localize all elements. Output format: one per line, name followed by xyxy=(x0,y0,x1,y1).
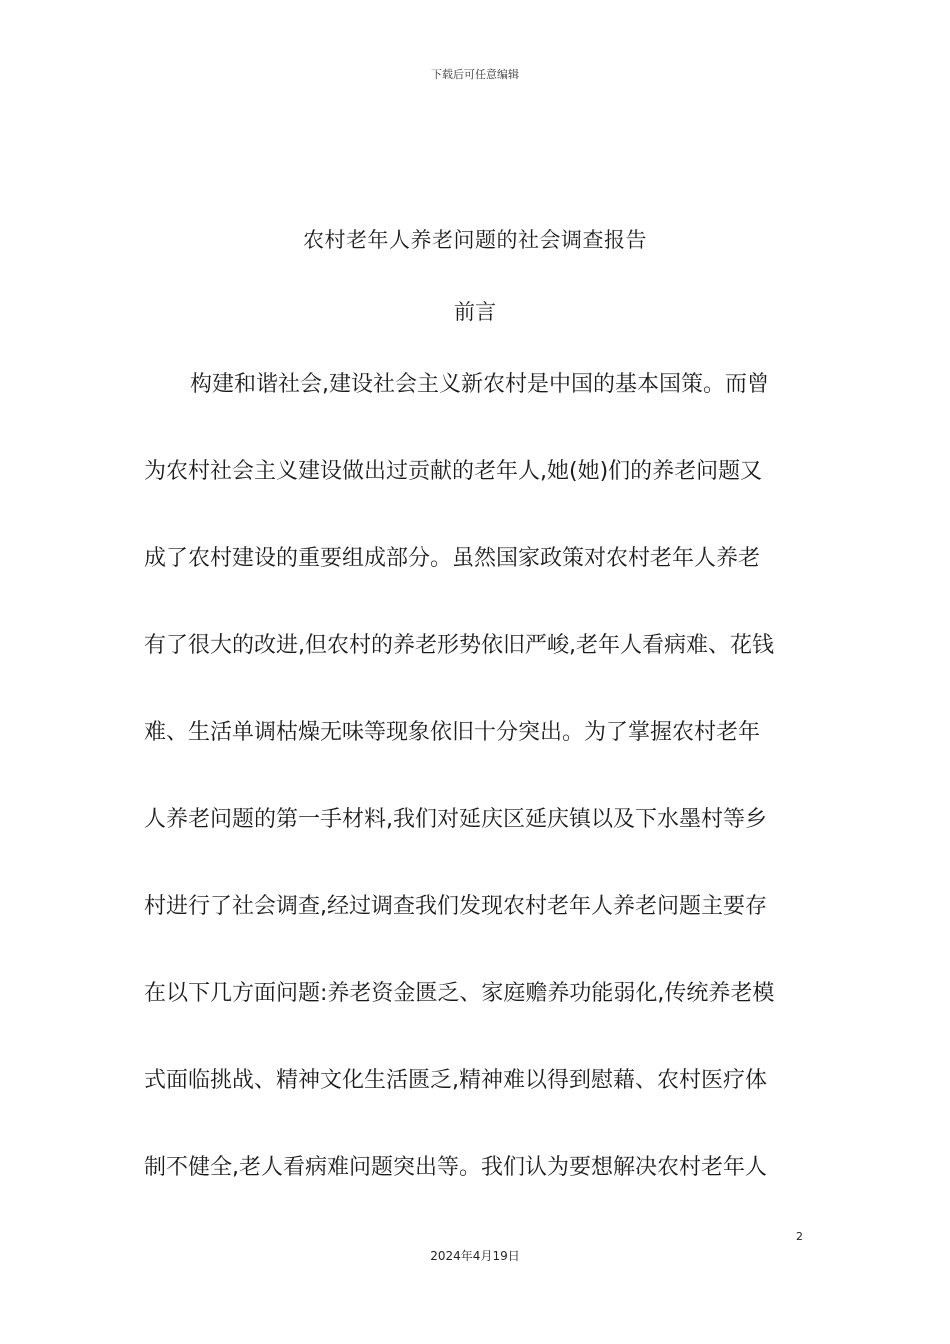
paragraph-line: 在以下几方面问题:养老资金匮乏、家庭赡养功能弱化,传统养老模 xyxy=(144,981,775,1006)
page-number: 2 xyxy=(796,1230,803,1243)
paragraph-line: 成了农村建设的重要组成部分。虽然国家政策对农村老年人养老 xyxy=(144,546,761,571)
body-paragraph xyxy=(144,360,808,1230)
paragraph-line: 式面临挑战、精神文化生活匮乏,精神难以得到慰藉、农村医疗体 xyxy=(144,1068,767,1093)
paragraph-line: 有了很大的改进,但农村的养老形势依旧严峻,老年人看病难、花钱 xyxy=(144,633,774,658)
paragraph-line: 构建和谐社会,建设社会主义新农村是中国的基本国策。而曾 xyxy=(190,372,769,397)
paragraph-line: 村进行了社会调查,经过调查我们发现农村老年人养老问题主要存 xyxy=(144,894,767,919)
paragraph-line: 为农村社会主义建设做出过贡献的老年人,她(她)们的养老问题又 xyxy=(144,459,763,484)
paragraph-line: 制不健全,老人看病难问题突出等。我们认为要想解决农村老年人 xyxy=(144,1155,767,1180)
section-heading: 前言 xyxy=(454,300,496,324)
paragraph-line: 人养老问题的第一手材料,我们对延庆区延庆镇以及下水墨村等乡 xyxy=(144,807,767,832)
header-note: 下载后可任意编辑 xyxy=(431,68,519,81)
document-title: 农村老年人养老问题的社会调查报告 xyxy=(303,228,647,252)
paragraph-line: 难、生活单调枯燥无味等现象依旧十分突出。为了掌握农村老年 xyxy=(144,720,761,745)
footer-date: 2024年4月19日 xyxy=(430,1249,520,1263)
